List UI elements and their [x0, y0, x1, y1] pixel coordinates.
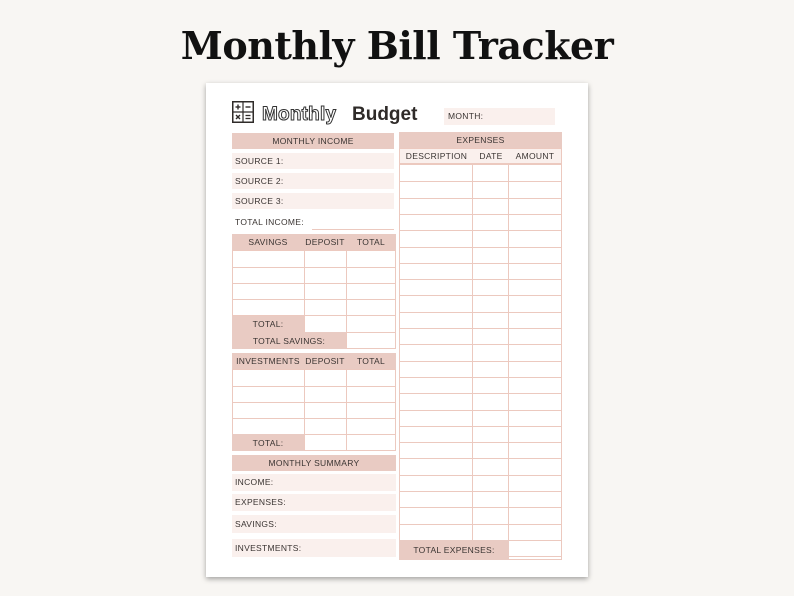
grid-line — [400, 458, 561, 459]
grid-line — [472, 165, 473, 559]
amount-col-label: AMOUNT — [515, 150, 555, 161]
savings-total-label: TOTAL: — [252, 319, 284, 329]
summary-row-label: EXPENSES: — [235, 497, 286, 508]
grid-line — [400, 442, 561, 443]
grid-line — [400, 312, 561, 313]
income-source-1[interactable] — [232, 153, 394, 169]
grid-line — [346, 251, 347, 348]
total-income-line — [312, 229, 394, 230]
income-source-3[interactable] — [232, 193, 394, 209]
grid-line — [400, 377, 561, 378]
grid-line — [233, 386, 395, 387]
total-expenses-label: TOTAL EXPENSES: — [413, 545, 495, 555]
income-source-label: SOURCE 2: — [235, 175, 284, 186]
grid-line — [233, 283, 395, 284]
grid-line — [400, 344, 561, 345]
summary-row-income[interactable] — [232, 474, 396, 491]
month-field[interactable] — [444, 108, 555, 125]
grid-line — [400, 361, 561, 362]
budget-sheet — [206, 83, 588, 577]
grid-line — [233, 402, 395, 403]
grid-line — [233, 299, 395, 300]
grid-line — [508, 165, 509, 559]
grid-line — [400, 524, 561, 525]
investments-col-label: INVESTMENTS — [236, 356, 300, 366]
total-income-label: TOTAL INCOME: — [235, 216, 304, 227]
deposit-col-label: DEPOSIT — [305, 356, 345, 366]
total-col-label: TOTAL — [356, 237, 386, 247]
income-source-label: SOURCE 3: — [235, 195, 284, 206]
investments-total-cell — [232, 434, 304, 451]
grid-line — [400, 507, 561, 508]
total-savings-label: TOTAL SAVINGS: — [252, 335, 326, 346]
savings-header — [232, 234, 396, 250]
grid-line — [400, 181, 561, 182]
savings-col-label: SAVINGS — [248, 237, 288, 247]
grid-line — [400, 475, 561, 476]
expenses-header: EXPENSES — [399, 132, 562, 148]
date-col-label: DATE — [479, 150, 503, 161]
grid-line — [400, 230, 561, 231]
title-monthly: Monthly — [262, 104, 337, 125]
grid-line — [233, 267, 395, 268]
total-expenses-cell — [399, 540, 509, 560]
total-income-row[interactable] — [232, 214, 394, 230]
summary-header: MONTHLY SUMMARY — [232, 455, 396, 471]
summary-row-savings[interactable] — [232, 515, 396, 533]
grid-line — [400, 263, 561, 264]
total-col-label: TOTAL — [356, 356, 386, 366]
investments-total-label: TOTAL: — [252, 437, 284, 448]
grid-line — [400, 279, 561, 280]
income-header: MONTHLY INCOME — [232, 133, 394, 149]
grid-line — [346, 370, 347, 450]
description-col-label: DESCRIPTION — [405, 150, 468, 161]
summary-row-investments[interactable] — [232, 539, 396, 557]
grid-line — [304, 370, 305, 450]
grid-line — [400, 393, 561, 394]
expenses-grid[interactable] — [399, 164, 562, 560]
savings-total-cell — [232, 316, 304, 332]
grid-line — [400, 328, 561, 329]
income-source-2[interactable] — [232, 173, 394, 189]
total-savings-cell — [232, 332, 346, 349]
page-headline: Monthly Bill Tracker — [180, 23, 614, 68]
summary-row-expenses[interactable] — [232, 494, 396, 511]
grid-line — [400, 214, 561, 215]
calculator-icon — [232, 101, 254, 123]
grid-line — [233, 418, 395, 419]
summary-row-label: INCOME: — [235, 477, 274, 488]
grid-line — [400, 410, 561, 411]
grid-line — [400, 491, 561, 492]
grid-line — [400, 295, 561, 296]
income-source-label: SOURCE 1: — [235, 155, 284, 166]
summary-row-label: SAVINGS: — [235, 518, 277, 529]
grid-line — [400, 247, 561, 248]
month-label: MONTH: — [448, 111, 484, 122]
grid-line — [400, 426, 561, 427]
summary-row-label: INVESTMENTS: — [235, 542, 302, 553]
grid-line — [400, 198, 561, 199]
deposit-col-label: DEPOSIT — [305, 237, 345, 247]
title-budget: Budget — [352, 104, 418, 125]
investments-header — [232, 353, 396, 369]
expenses-columns — [399, 148, 562, 164]
